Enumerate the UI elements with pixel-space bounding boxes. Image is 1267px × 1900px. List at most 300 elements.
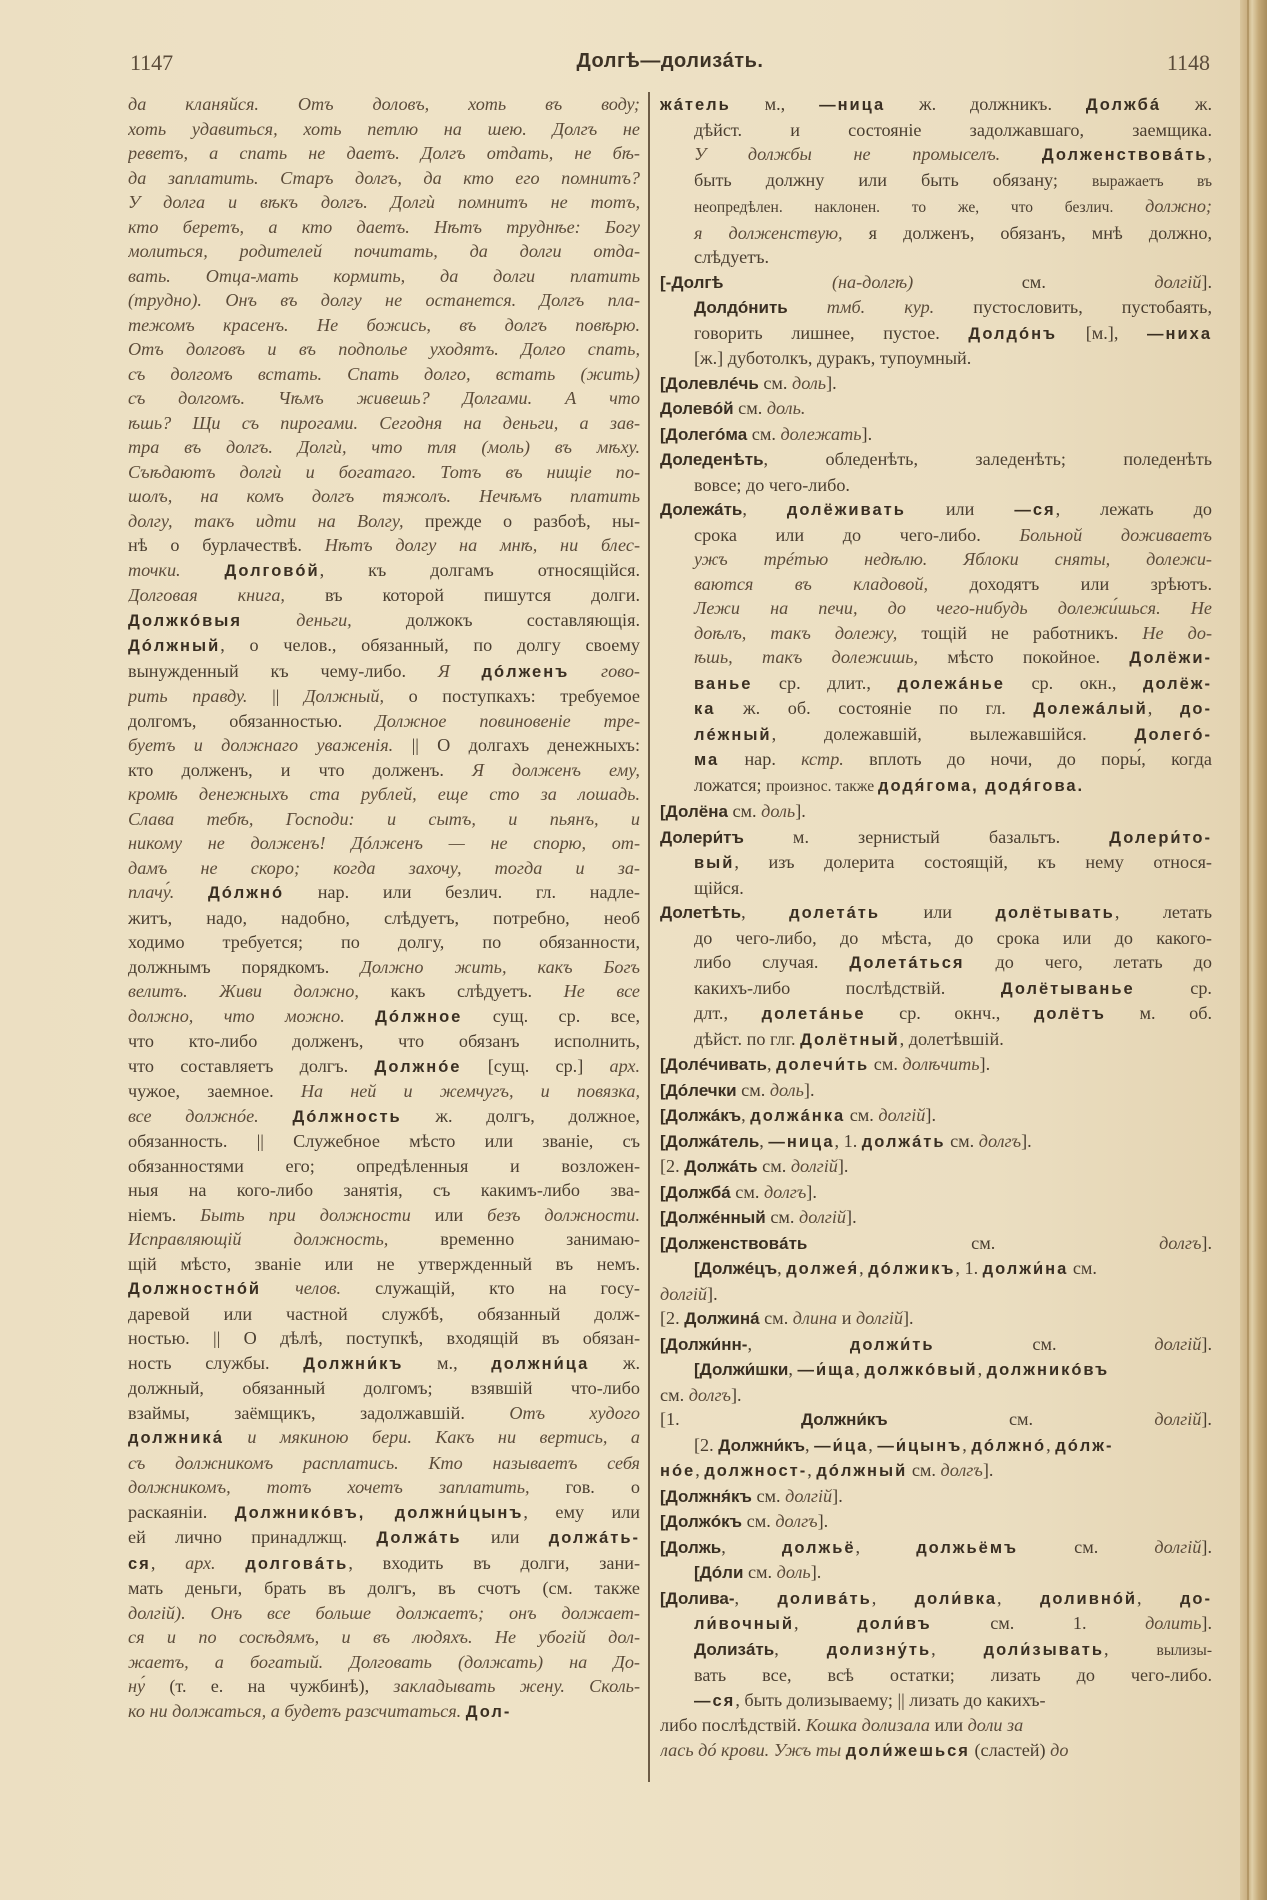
text-line <box>660 1383 1212 1408</box>
definition-text: , <box>747 1333 850 1354</box>
headword: [Должь <box>660 1537 722 1557</box>
definition-text: ность службы. <box>128 1352 304 1373</box>
definition-text: ]. <box>925 1105 937 1125</box>
bold-term: дóлжикъ <box>868 1260 956 1278</box>
bold-term: нóе <box>660 1462 696 1480</box>
definition-text: см. <box>765 1207 799 1227</box>
definition-text: или <box>929 1715 968 1735</box>
bold-term: Дóлжный <box>128 637 221 655</box>
definition-text: ]. <box>1201 1536 1212 1557</box>
italic-example: доли за <box>967 1715 1024 1735</box>
italic-example: я долженствую, <box>694 222 843 243</box>
definition-text <box>216 1553 246 1573</box>
text-line <box>660 1663 1212 1688</box>
text-line <box>128 1004 640 1030</box>
text-line <box>128 1425 640 1451</box>
italic-example: жаетъ, а богатый. Долговать (должать) на До- <box>128 1651 640 1672</box>
definition-text: ]. <box>826 372 837 393</box>
text-line <box>660 497 1212 523</box>
text-line <box>660 1078 1212 1104</box>
definition-text: [2. <box>660 1156 685 1176</box>
text-line <box>128 1276 640 1302</box>
definition-text: , <box>766 1054 777 1074</box>
text-line <box>128 1376 640 1401</box>
definition-text: , <box>962 1434 972 1455</box>
italic-example: должно, что можно. <box>128 1005 376 1026</box>
italic-example: долгъ <box>688 1384 731 1405</box>
headword: [Долженствовáть <box>660 1233 808 1253</box>
text-line <box>128 533 640 558</box>
text-line <box>128 733 640 758</box>
definition-text: см. <box>845 1105 879 1125</box>
definition-text: ходимо требуется; по долгу, по обязанности, <box>128 932 640 952</box>
italic-example: долгій <box>799 1207 847 1227</box>
definition-text: ср. окн., <box>1004 672 1143 693</box>
headword: Должни́къ <box>800 1410 888 1429</box>
italic-example: Не все <box>563 981 640 1001</box>
definition-text: вовсе; до чего-либо. <box>694 474 850 495</box>
text-line <box>660 1052 1212 1078</box>
definition-text: о поступкахъ: требуемое <box>384 686 640 706</box>
headword: Долетѣть <box>660 903 742 922</box>
definition-text: щійся. <box>694 877 744 898</box>
definition-text: , <box>868 1434 878 1455</box>
text-line <box>660 1509 1212 1535</box>
definition-text: см. <box>913 271 1155 292</box>
text-line <box>128 1302 640 1327</box>
definition-text: ностью. || О дѣлѣ, поступкѣ, входящій въ обязан- <box>128 1328 640 1348</box>
definition-text: неопредѣлен. наклонен. то же, что безлич. <box>694 199 1146 216</box>
bold-term: жáтель <box>660 96 731 114</box>
definition-text: слѣдуетъ. <box>694 247 770 267</box>
definition-text: ]. <box>1201 271 1212 292</box>
italic-example: молиться, родителей почитать, да долги отда- <box>128 241 640 261</box>
italic-example: долѣчить <box>902 1054 980 1074</box>
headword: Долдóнить <box>694 298 788 317</box>
definition-text: , <box>777 1258 787 1278</box>
text-line <box>128 831 640 856</box>
definition-text: длт., <box>694 1003 762 1023</box>
definition-text: ср. <box>1134 977 1212 998</box>
italic-example: долежать <box>780 423 862 444</box>
definition-text: см. <box>869 1054 903 1074</box>
definition-text: см. <box>742 1511 776 1531</box>
text-line <box>660 295 1212 321</box>
italic-example: ко ни должаться, а будетъ разсчитаться. <box>128 1700 466 1721</box>
left-column <box>128 92 640 1724</box>
text-line <box>660 194 1212 221</box>
definition-text: , <box>1147 698 1180 718</box>
headword: [Должбá <box>660 1182 731 1202</box>
headword: [Должáкъ <box>660 1106 742 1125</box>
bold-term: —и́ца <box>814 1436 869 1455</box>
italic-example: съ должникомъ расплатись. Кто называетъ себя <box>128 1452 640 1473</box>
definition-text: быть должну или быть обязану; <box>694 169 1093 190</box>
italic-example: долгій <box>785 1485 833 1506</box>
italic-example: Должное повиновеніе тре- <box>375 710 640 731</box>
definition-text: я долженъ, обязанъ, мнѣ должно, <box>842 222 1212 243</box>
definition-text: должный, обязанный долгомъ; взявшій что-либо <box>128 1378 640 1398</box>
headword: Долери́тъ <box>660 827 744 847</box>
text-line <box>128 1104 640 1130</box>
headword: [Должня́къ <box>660 1486 752 1506</box>
definition-text: обязанность. || Служебное мѣсто или званіе, съ <box>128 1131 640 1151</box>
italic-example: ну́ <box>128 1676 146 1696</box>
italic-example: деньги, <box>242 609 352 630</box>
definition-text: взаймы, заёмщикъ, задолжавшій. <box>128 1402 510 1423</box>
definition-text: ]. <box>979 1054 991 1074</box>
text-line <box>660 321 1212 347</box>
definition-text: ]. <box>1201 1613 1212 1633</box>
text-line <box>660 346 1212 371</box>
definition-text: мѣсто покойное. <box>918 647 1130 667</box>
italic-example: точки. <box>128 559 225 580</box>
headword: [Должáтель <box>660 1131 760 1151</box>
definition-text: см. <box>736 1079 770 1100</box>
definition-text: , <box>721 1536 782 1557</box>
definition-text: ж. <box>589 1352 640 1373</box>
italic-example: челов. <box>261 1278 342 1298</box>
italic-example: Съѣдаютъ долгѝ и богатаго. Тотъ въ нищіе по- <box>128 461 640 482</box>
definition-text: ныя на кого-либо занятія, съ какимъ-либо зва- <box>128 1180 640 1200</box>
bold-term: доли́зывать <box>983 1640 1105 1659</box>
headword: [Должи́шки <box>694 1360 789 1379</box>
text-line <box>128 1351 640 1377</box>
definition-text: , <box>871 1587 915 1608</box>
definition-text: какъ слѣдуетъ. <box>358 981 564 1001</box>
text-line <box>128 239 640 264</box>
text-line <box>128 215 640 240</box>
italic-example: На ней и жемчугъ, и повязка, <box>300 1081 640 1101</box>
italic-example: Я <box>437 660 482 681</box>
text-line <box>128 92 640 117</box>
definition-text: ]. <box>795 801 806 821</box>
text-line <box>660 473 1212 498</box>
bold-term: долговáть <box>245 1554 349 1573</box>
definition-text: (т. е. на чужбинѣ), <box>145 1676 394 1696</box>
text-line <box>660 221 1212 246</box>
bold-term: Долженствовáть <box>1041 146 1208 164</box>
bold-term: должни́ца <box>491 1354 590 1373</box>
text-line <box>128 1203 640 1228</box>
text-line <box>128 633 640 659</box>
italic-example: долгій <box>660 1283 708 1304</box>
definition-text: см. <box>727 801 762 821</box>
definition-text: ]. <box>810 1562 822 1582</box>
definition-text: см. <box>887 1409 1155 1429</box>
italic-example: ѣшь? Щи съ пирогами. Сегодня на деньги, а зав- <box>128 412 640 433</box>
definition-text: либо послѣдствій. <box>660 1715 806 1735</box>
text-line <box>660 1611 1212 1637</box>
definition-text: служащій, кто на госу- <box>341 1278 640 1298</box>
text-line <box>660 1688 1212 1714</box>
bold-term: доливнóй <box>1039 1589 1138 1608</box>
text-line <box>128 509 640 534</box>
bold-term: доливáть <box>777 1589 872 1608</box>
bold-term: —ница <box>819 96 886 114</box>
italic-example: лась дó крови. Ужъ ты <box>660 1739 846 1760</box>
definition-text: , о челов., обязанный, по долгу своему <box>220 635 640 655</box>
italic-example: и мякиною бери. Какъ ни вертись, а <box>223 1427 640 1447</box>
definition-text: ]. <box>1201 1333 1212 1354</box>
italic-example: долгій <box>790 1156 838 1176</box>
definition-text: , <box>695 1460 705 1480</box>
text-line <box>128 411 640 436</box>
headword: Должинá <box>684 1309 760 1328</box>
definition-text: [2. <box>694 1434 719 1455</box>
bold-term: долетáнье <box>761 1005 866 1023</box>
italic-example: ся и по сосѣдямъ, и въ людяхъ. Не убогій дол- <box>128 1627 640 1647</box>
definition-text: какихъ-либо послѣдствій. <box>694 977 1001 998</box>
text-line <box>660 1458 1212 1484</box>
definition-text: или <box>461 1527 549 1547</box>
definition-text: ]. <box>837 1156 849 1176</box>
definition-text: , <box>774 1638 827 1659</box>
text-line <box>660 696 1212 722</box>
page-number-left: 1147 <box>130 50 174 75</box>
text-line <box>660 396 1212 422</box>
text-line <box>128 583 640 608</box>
italic-example: (трудно). Онъ въ долгу не останется. Долгъ пла- <box>128 290 640 310</box>
text-line <box>128 460 640 485</box>
bold-term: должи́на <box>982 1260 1069 1278</box>
italic-example: доль <box>776 1562 811 1582</box>
text-line <box>660 722 1212 748</box>
definition-text: ]. <box>832 1485 843 1506</box>
text-line <box>660 168 1212 195</box>
text-line <box>128 1500 640 1526</box>
text-line <box>128 1525 640 1551</box>
italic-example: вать. Отца-мать кормить, да долги платить <box>128 265 640 286</box>
bold-term: Долегó- <box>1134 725 1212 744</box>
bold-term: Долётыванье <box>1000 979 1135 998</box>
bold-term: Долери́то- <box>1109 828 1212 847</box>
text-line <box>128 435 640 460</box>
definition-text: см. <box>747 423 781 444</box>
text-line <box>128 288 640 313</box>
definition-text: , долежавшій, вылежавшійся. <box>771 723 1135 744</box>
text-line <box>128 856 640 881</box>
italic-example: Исправляющій должность, <box>128 1229 389 1249</box>
definition-text: ж. <box>1161 94 1212 114</box>
definition-text: раскаяніи. <box>128 1501 235 1522</box>
italic-example: все должнóе. <box>128 1105 293 1126</box>
definition-text: , <box>742 499 787 519</box>
text-line <box>660 850 1212 876</box>
definition-text: чужое, заемное. <box>128 1081 301 1101</box>
definition-text: житъ, надо, надобно, слѣдуетъ, потребно, необ <box>128 907 640 928</box>
bold-term: —и́ща <box>797 1361 856 1379</box>
definition-text: см. <box>1018 1536 1155 1557</box>
bold-term: дóлжный <box>816 1462 908 1480</box>
definition-text: даревой или частной службѣ, обязанный долж- <box>128 1303 640 1324</box>
bold-term: долётывать <box>995 904 1115 922</box>
definition-text: [2. <box>660 1308 685 1328</box>
definition-text: срока или до чего-либо. <box>694 524 1020 545</box>
bold-term: долечи́ть <box>776 1056 870 1074</box>
italic-example: долгій). Онъ все больше должаетъ; онъ должает- <box>128 1602 640 1623</box>
bold-term: дóлж- <box>1055 1436 1114 1455</box>
definition-text: , летать <box>1114 902 1212 922</box>
italic-example: кстр. <box>801 749 844 769</box>
definition-text: ]. <box>817 1511 829 1531</box>
text-line <box>660 1357 1212 1383</box>
italic-example: долить <box>1145 1613 1202 1633</box>
definition-text: см. <box>743 1562 777 1582</box>
definition-text: , входить въ долги, зани- <box>348 1552 640 1573</box>
definition-text: временно занимаю- <box>388 1229 640 1249</box>
definition-text: , <box>741 1105 751 1125</box>
definition-text: , <box>855 1536 917 1557</box>
definition-text: см. <box>1068 1258 1097 1278</box>
book-binding-edge <box>1240 0 1267 1900</box>
definition-text: (сластей) <box>969 1739 1051 1760</box>
text-line <box>660 1103 1212 1129</box>
definition-text: долгомъ, обязанностью. <box>128 710 376 731</box>
bold-term: должьё <box>781 1538 856 1557</box>
italic-example: долгій <box>1154 271 1202 292</box>
definition-text: , <box>859 1258 869 1278</box>
italic-example: да заплатить. Старъ долгъ, да кто его помнитъ? <box>128 167 640 188</box>
definition-text: ]. <box>1201 1232 1212 1253</box>
definition-text: тощій не работникъ. <box>897 622 1143 643</box>
italic-example: долгъ <box>763 1181 807 1202</box>
italic-example: долгій <box>855 1308 903 1328</box>
bold-term: доли́вка <box>914 1589 998 1608</box>
definition-text: , <box>1207 144 1212 164</box>
bold-term: до- <box>1179 700 1212 718</box>
italic-example: да кланяйся. Отъ доловъ, хоть въ воду; <box>128 94 640 114</box>
text-line <box>128 386 640 411</box>
bold-term: вый <box>694 854 735 872</box>
definition-text: , изъ долерита состоящій, къ нему относя- <box>734 852 1212 872</box>
definition-text: ]. <box>846 1207 857 1227</box>
text-line <box>660 572 1212 597</box>
definition-text: что кто-либо долженъ, что обязанъ исполнить, <box>128 1031 640 1051</box>
bold-term: Долёжи- <box>1129 649 1212 667</box>
text-line <box>660 1637 1212 1664</box>
italic-example: Отъ долговъ и въ подполье уходятъ. Долго спать, <box>128 339 640 359</box>
definition-text: см. <box>759 1308 793 1328</box>
bold-term: —ся <box>694 1691 736 1710</box>
italic-example: реветъ, а спать не даетъ. Долгъ отдать, не бѣ- <box>128 143 640 163</box>
definition-text: ей лично принадлжщ. <box>128 1527 377 1547</box>
definition-text: || <box>247 686 304 706</box>
text-line <box>660 523 1212 548</box>
italic-example: Больной доживаетъ <box>1019 524 1212 545</box>
definition-text: см. <box>907 1460 941 1480</box>
text-line <box>128 1451 640 1476</box>
definition-text: и <box>837 1308 856 1328</box>
definition-text: м. зернистый базальтъ. <box>743 826 1110 847</box>
text-line <box>660 371 1212 397</box>
text-line <box>128 1699 640 1725</box>
headword: [Долéчивать <box>660 1055 767 1074</box>
italic-example: длина <box>792 1308 838 1328</box>
definition-text: [1. <box>660 1409 801 1429</box>
italic-example: доль <box>769 1079 804 1100</box>
definition-text: прежде о разбоѣ, ны- <box>403 510 640 531</box>
bold-term: должкóвый <box>864 1361 978 1379</box>
definition-text: ]. <box>707 1283 718 1304</box>
definition-text: до чего, летать до <box>964 952 1212 972</box>
text-line <box>128 979 640 1004</box>
italic-example: безъ должности. <box>487 1204 640 1225</box>
binding-crease <box>1247 0 1249 1900</box>
bold-term: Должáть <box>376 1529 462 1547</box>
column-divider <box>648 92 650 1782</box>
headword: Доледенѣть <box>660 450 764 469</box>
definition-text: должокъ составляющія. <box>351 609 640 630</box>
text-line <box>128 166 640 191</box>
text-line <box>128 1576 640 1601</box>
bold-term: дóлжнó <box>971 1436 1047 1455</box>
headword: [Должóкъ <box>660 1512 743 1531</box>
headword: Должни́къ <box>718 1435 806 1455</box>
italic-example: велитъ. Живи должно, <box>128 981 359 1001</box>
italic-example: долгу, такъ идти на Волгу, <box>128 510 404 531</box>
definition-text: ]. <box>982 1460 994 1480</box>
text-line <box>128 117 640 142</box>
text-line <box>128 337 640 362</box>
bold-term: —и́цынъ <box>877 1436 963 1455</box>
definition-text: , быть долизываему; || лизать до какихъ- <box>735 1689 1046 1710</box>
page-header <box>130 50 1210 80</box>
text-line <box>128 659 640 685</box>
definition-text: щій мѣсто, званіе или не утвержденный въ немъ. <box>128 1253 640 1274</box>
text-line <box>660 976 1212 1002</box>
definition-text: или <box>905 499 1015 519</box>
definition-text: кто долженъ, и что долженъ. <box>128 759 472 780</box>
italic-example: плачу́. <box>128 882 208 902</box>
text-line <box>128 1178 640 1203</box>
bold-term: долетáть <box>789 904 881 922</box>
italic-example: Отъ худого <box>509 1402 640 1423</box>
definition-text: ]. <box>731 1384 742 1405</box>
definition-text: ]. <box>1021 1130 1032 1151</box>
definition-text: дѣйст. и состояніе задолжавшаго, заемщика. <box>694 119 1212 140</box>
text-line <box>660 1560 1212 1586</box>
definition-text: , <box>788 1359 798 1379</box>
definition-text: вать все, всѣ остатки; лизать до чего-либо. <box>694 1665 1212 1685</box>
headword: [Дóли <box>694 1563 744 1582</box>
definition-text: нар. или безлич. гл. надле- <box>284 882 640 902</box>
italic-example: долгъ <box>1159 1232 1202 1253</box>
italic-example: до <box>1050 1739 1069 1760</box>
text-line <box>128 1227 640 1252</box>
italic-example: долгъ <box>940 1460 983 1480</box>
italic-example: шолъ, на комъ долгъ тяжолъ. Нечѣмъ платить <box>128 486 640 506</box>
bold-term: Дóлжность <box>292 1107 402 1126</box>
text-line <box>128 1650 640 1675</box>
headword: [Должéцъ <box>694 1259 778 1278</box>
definition-text: ]. <box>806 1181 817 1202</box>
italic-example: долгій <box>1154 1536 1202 1557</box>
text-line <box>128 906 640 931</box>
definition-text: , <box>759 1130 769 1151</box>
text-line <box>660 1154 1212 1180</box>
text-line <box>660 1231 1212 1257</box>
definition-text: м. об. <box>1105 1003 1212 1023</box>
definition-text: , долетѣвшій. <box>899 1028 1004 1049</box>
text-line <box>128 1326 640 1351</box>
definition-text: доходятъ или зрѣютъ. <box>928 573 1212 594</box>
text-line <box>660 270 1212 296</box>
bold-term: должника́ <box>128 1429 224 1447</box>
text-line <box>128 955 640 980</box>
definition-text: [м.], <box>1057 322 1148 343</box>
text-line <box>660 1306 1212 1332</box>
